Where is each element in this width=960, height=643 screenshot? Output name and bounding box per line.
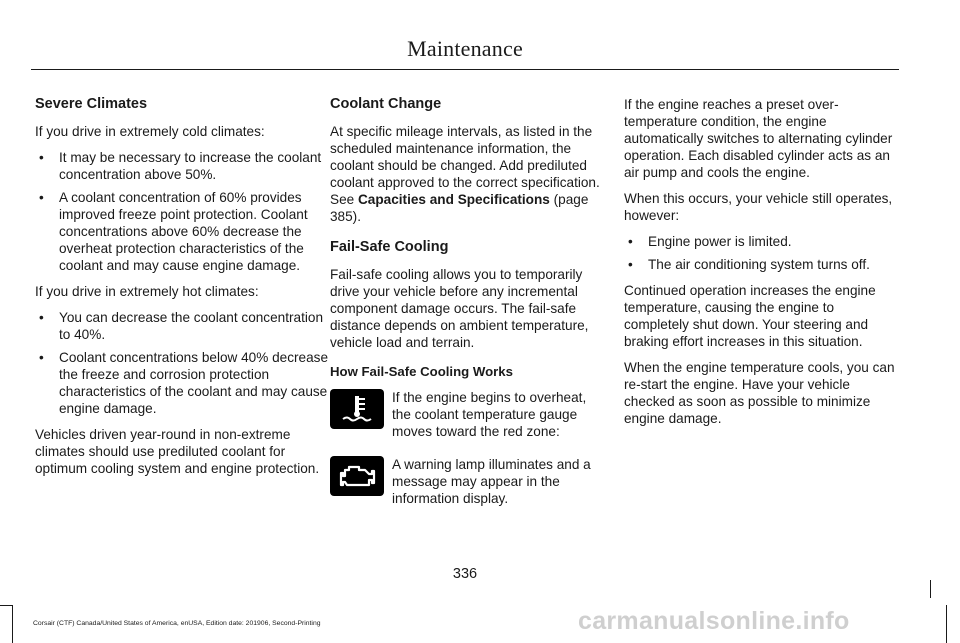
page-title: Maintenance <box>407 36 523 61</box>
cold-climates-intro: If you drive in extremely cold climates: <box>35 124 265 139</box>
section-heading-severe-climates: Severe Climates <box>35 96 148 112</box>
icon-item-engine-warning <box>330 456 602 507</box>
crop-mark-right-tick <box>930 580 931 598</box>
list-item: • It may be necessary to increase the coolant concentration above 50%. <box>35 149 335 183</box>
vehicle-operates-paragraph: When this occurs, your vehicle still operates, however: <box>624 191 893 223</box>
non-extreme-paragraph: Vehicles driven year-round in non-extreme climates should use prediluted coolant for optimum cooling system and engine protection. <box>35 427 320 476</box>
coolant-change-paragraph <box>330 123 602 225</box>
crop-mark-left-foot <box>0 605 12 606</box>
crop-mark-left <box>12 605 13 643</box>
limitations-list <box>624 233 896 273</box>
continued-operation-paragraph: Continued operation increases the engine temperature, causing the engine to completely shut down. Your steering and braking effort increases in this situation. <box>624 283 876 349</box>
hot-climates-list <box>35 309 335 417</box>
fail-safe-paragraph: Fail-safe cooling allows you to temporarily drive your vehicle before any incremental component damage occurs. The fail-safe distance depends on ambient temperature, vehicle load and terrain. <box>330 267 589 350</box>
over-temperature-paragraph: If the engine reaches a preset over-temperature condition, the engine automatically switches to alternating cylinder operation. Each disabled cylinder acts as an air pump and cools the engine. <box>624 97 893 180</box>
icon-item-coolant-temp <box>330 389 602 440</box>
section-heading-fail-safe-cooling: Fail-Safe Cooling <box>330 239 449 255</box>
column-severe-climates <box>35 96 335 486</box>
coolant-temperature-icon <box>330 389 384 429</box>
crop-mark-right <box>946 605 947 643</box>
header-rule <box>31 69 899 70</box>
list-item: • The air conditioning system turns off. <box>624 256 896 273</box>
list-item: • Coolant concentrations below 40% decrease the freeze and corrosion protection characteristics of the coolant and may cause engine damage. <box>35 349 335 417</box>
list-item: • Engine power is limited. <box>624 233 896 250</box>
page-reference: (page 385). <box>330 192 589 224</box>
coolant-change-text: At specific mileage intervals, as listed in the scheduled maintenance information, the coolant should be changed. Add prediluted coolant approved to the correct specification. See <box>330 124 600 207</box>
section-heading-coolant-change: Coolant Change <box>330 96 442 112</box>
column-fail-safe-continued <box>624 96 896 436</box>
coolant-gauge-text: If the engine begins to overheat, the coolant temperature gauge moves toward the red zone: <box>392 390 587 439</box>
warning-lamp-text: A warning lamp illuminates and a message may appear in the information display. <box>392 457 591 506</box>
cold-climates-list <box>35 149 335 274</box>
edition-footer: Corsair (CTF) Canada/United States of America, enUSA, Edition date: 201906, Second-Printing <box>33 620 321 627</box>
watermark: carmanualsonline.info <box>578 607 850 635</box>
list-item: • You can decrease the coolant concentration to 40%. <box>35 309 335 343</box>
page-number: 336 <box>452 566 478 582</box>
capacities-specifications-link[interactable]: Capacities and Specifications <box>357 192 550 207</box>
engine-warning-icon <box>330 456 384 496</box>
restart-paragraph: When the engine temperature cools, you can re-start the engine. Have your vehicle checked as soon as possible to minimize engine damage. <box>624 360 895 426</box>
list-item: • A coolant concentration of 60% provides improved freeze point protection. Coolant concentrations above 60% decrease the overheat protection characteristics of the coolant and may cause engine damage. <box>35 189 335 274</box>
column-coolant <box>330 96 602 523</box>
subheading-how-fail-safe-works: How Fail-Safe Cooling Works <box>330 364 513 379</box>
hot-climates-intro: If you drive in extremely hot climates: <box>35 284 259 299</box>
